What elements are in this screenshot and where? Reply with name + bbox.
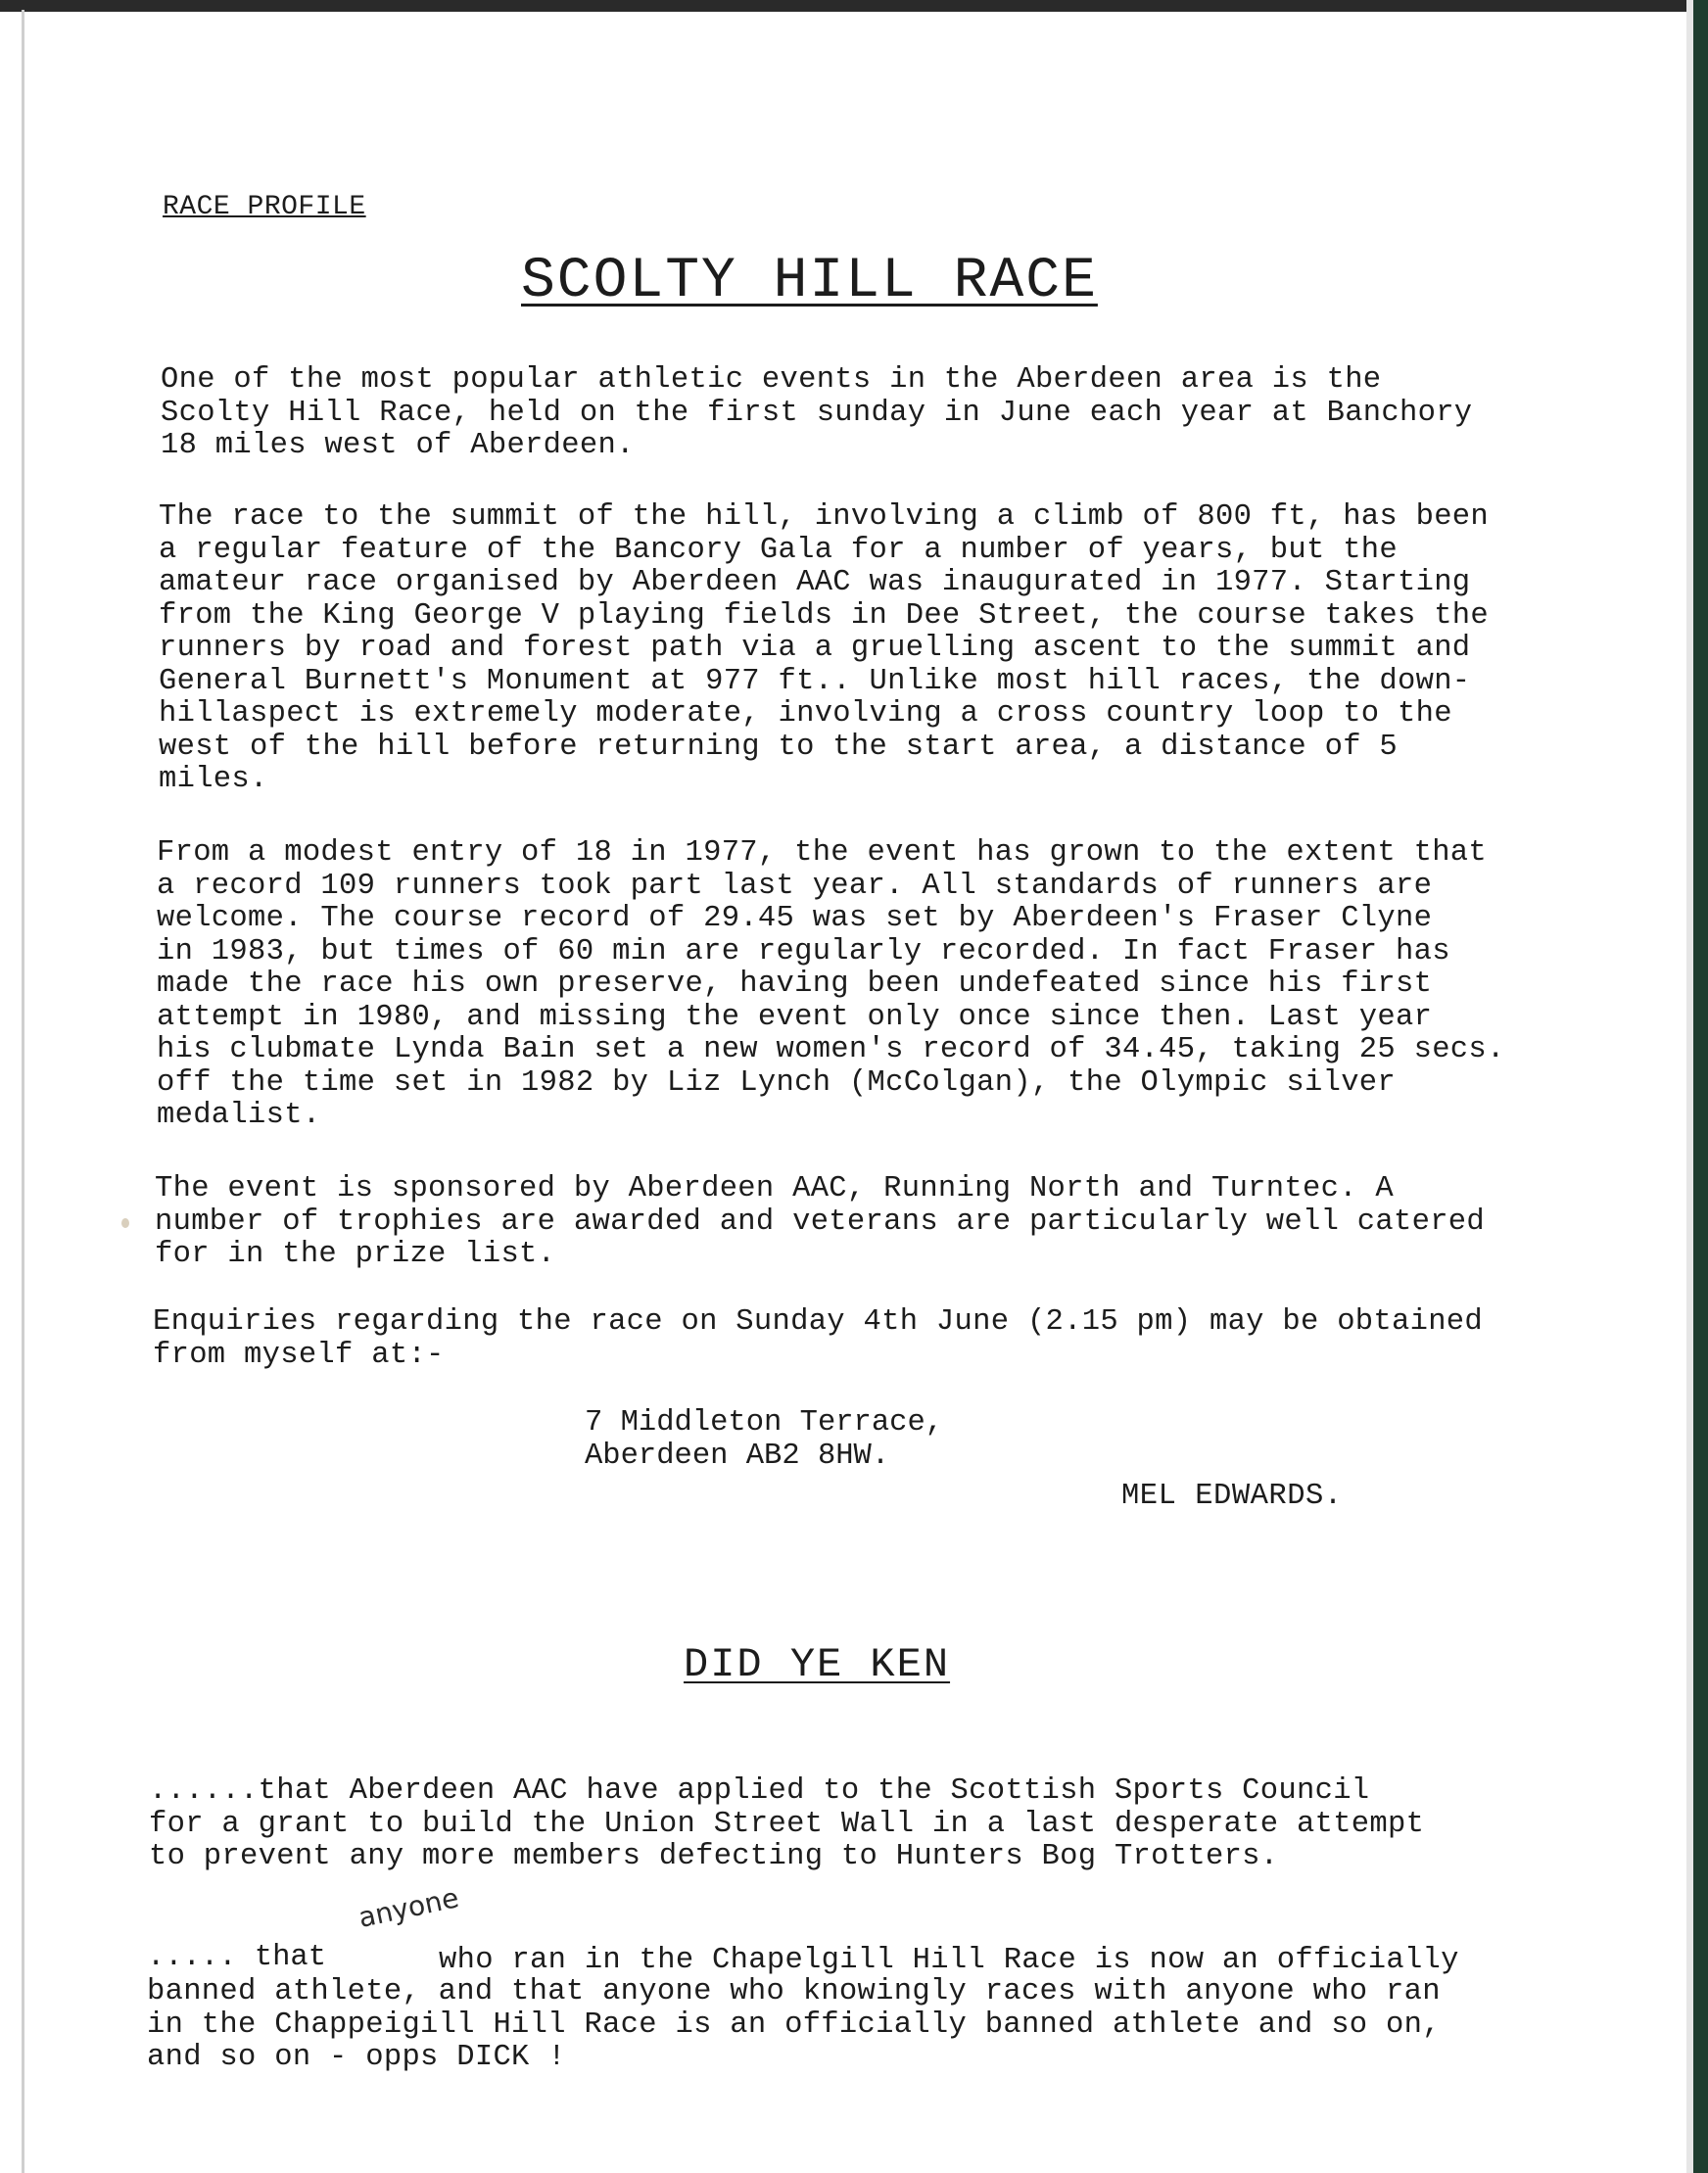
did-ye-ken-heading: DID YE KEN (684, 1641, 951, 1688)
article-paragraph-2: The race to the summit of the hill, involving a climb of 800 ft, has been a regular feature of the Bancory Gala for a number of years, but the amateur race organised by Aberdeen AAC was inaugurated in 1977. Starting from the King George V playing fields in Dee Street, the course takes the runners by road and forest path via a gruelling ascent to the summit and General Burnett's Monument at 977 ft.. Unlike most hill races, the down- hillaspect is extremely moderate, involving a cross country loop to the west of the hill before returning to the start area, a distance of 5 miles. (159, 500, 1490, 796)
article-paragraph-4: The event is sponsored by Aberdeen AAC, Running North and Turntec. A number of trophies are awarded and veterans are particularly well catered for in the prize list. (155, 1172, 1486, 1271)
did-ye-ken-item-2-rest: banned athlete, and that anyone who knowingly races with anyone who ran in the Chappeigill Hill Race is an officially banned athlete and so on, and so on - opps DICK ! (147, 1975, 1441, 2074)
article-paragraph-1: One of the most popular athletic events in the Aberdeen area is the Scolty Hill Race, held on the first sunday in June each year at Banchory 18 miles west of Aberdeen. (161, 363, 1473, 462)
page-right-edge (1693, 0, 1708, 2173)
did-ye-ken-item-2-line-1: who ran in the Chapelgill Hill Race is now an officially (439, 1944, 1459, 1977)
did-ye-ken-item-2-prefix: ..... that (147, 1941, 327, 1974)
author-signature: MEL EDWARDS. (1121, 1480, 1343, 1513)
contact-address: 7 Middleton Terrace, Aberdeen AB2 8HW. (585, 1406, 944, 1473)
article-paragraph-5: Enquiries regarding the race on Sunday 4th June (2.15 pm) may be obtained from myself at:- (153, 1305, 1484, 1372)
page-top-edge (0, 0, 1708, 12)
page-left-edge (22, 10, 24, 2173)
handwritten-insert: anyone (356, 1881, 462, 1934)
page-title: SCOLTY HILL RACE (521, 250, 1098, 313)
page-right-inner-edge (1686, 0, 1693, 2173)
paper-speck (121, 1218, 129, 1228)
article-paragraph-3: From a modest entry of 18 in 1977, the event has grown to the extent that a record 109 runners took part last year. All standards of runners are welcome. The course record of 29.45 was set by Aberdeen's Fraser Clyne in 1983, but times of 60 min are regularly recorded. In fact Fraser has made the race his own preserve, having been undefeated since his first attempt in 1980, and missing the event only once since then. Last year his clubmate Lynda Bain set a new women's record of 34.45, taking 25 secs. off the time set in 1982 by Liz Lynch (McColgan), the Olympic silver medalist. (157, 836, 1505, 1132)
did-ye-ken-item-1: ......that Aberdeen AAC have applied to the Scottish Sports Council for a grant to build the Union Street Wall in a last desperate attempt to prevent any more members defecting to Hunters Bog Trotters. (149, 1774, 1425, 1873)
section-label: RACE PROFILE (163, 192, 366, 222)
